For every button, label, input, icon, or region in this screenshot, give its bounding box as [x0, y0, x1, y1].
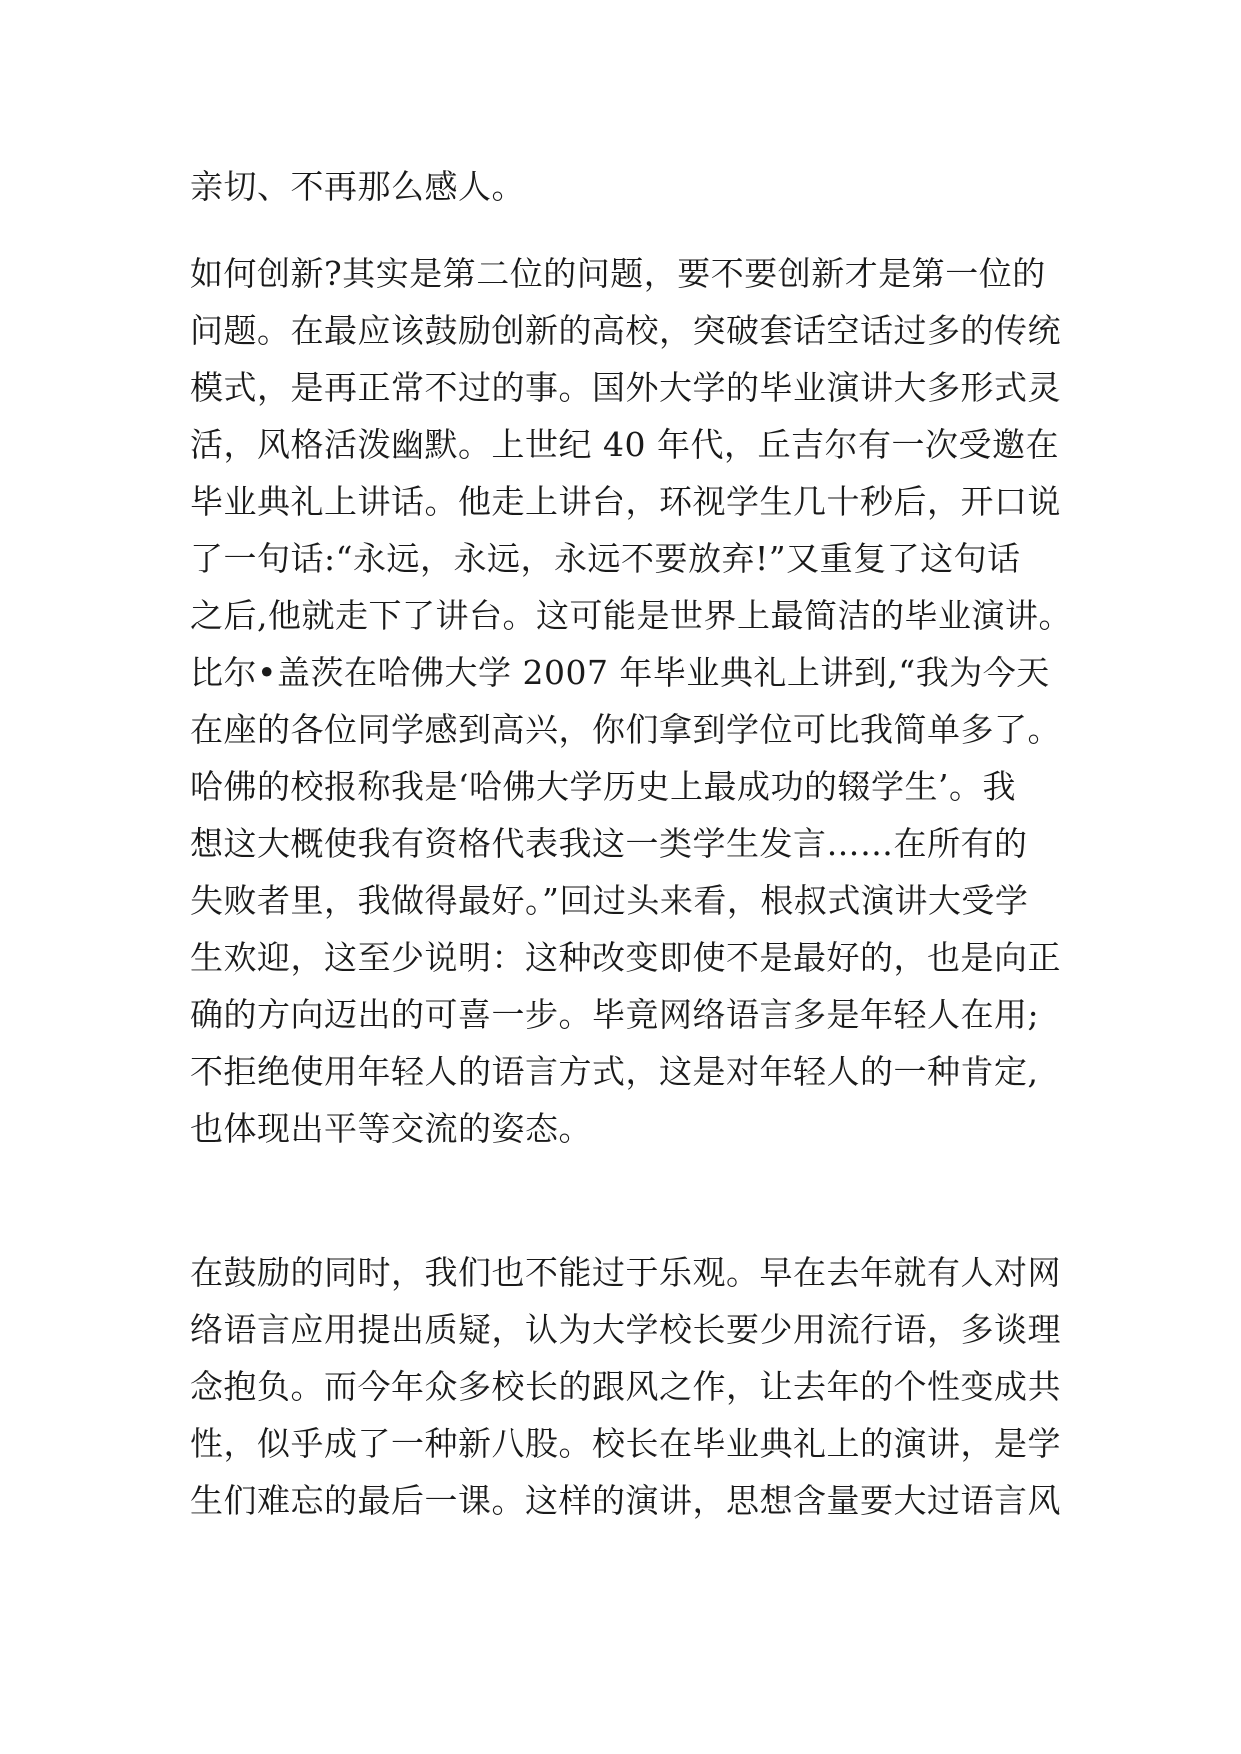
paragraph-2-line-3: 模式，是再正常不过的事。国外大学的毕业演讲大多形式灵: [190, 368, 1061, 407]
paragraph-2-line-4: 活，风格活泼幽默。上世纪 40 年代，丘吉尔有一次受邀在: [190, 425, 1059, 464]
paragraph-2-line-6: 了一句话:“永远，永远，永远不要放弃!”又重复了这句话: [190, 539, 1021, 578]
paragraph-3-line-1: 在鼓励的同时，我们也不能过于乐观。早在去年就有人对网: [190, 1253, 1061, 1292]
paragraph-2-line-16: 也体现出平等交流的姿态。: [190, 1109, 592, 1148]
paragraph-2-line-1: 如何创新?其实是第二位的问题，要不要创新才是第一位的: [190, 254, 1046, 293]
paragraph-2-line-2: 问题。在最应该鼓励创新的高校，突破套话空话过多的传统: [190, 311, 1061, 350]
paragraph-2-line-10: 哈佛的校报称我是‘哈佛大学历史上最成功的辍学生’。我: [190, 767, 1016, 806]
paragraph-3-line-4: 性，似乎成了一种新八股。校长在毕业典礼上的演讲，是学: [190, 1424, 1061, 1463]
paragraph-1-line-1: 亲切、不再那么感人。: [190, 167, 525, 206]
paragraph-2-line-11: 想这大概使我有资格代表我这一类学生发言……在所有的: [190, 824, 1028, 863]
paragraph-2-line-9: 在座的各位同学感到高兴，你们拿到学位可比我简单多了。: [190, 710, 1061, 749]
paragraph-2-line-14: 确的方向迈出的可喜一步。毕竟网络语言多是年轻人在用;: [190, 995, 1040, 1034]
paragraph-3-line-3: 念抱负。而今年众多校长的跟风之作，让去年的个性变成共: [190, 1367, 1061, 1406]
paragraph-2-line-13: 生欢迎，这至少说明：这种改变即使不是最好的，也是向正: [190, 938, 1061, 977]
paragraph-2-line-15: 不拒绝使用年轻人的语言方式，这是对年轻人的一种肯定,: [190, 1052, 1039, 1091]
paragraph-2-line-5: 毕业典礼上讲话。他走上讲台，环视学生几十秒后，开口说: [190, 482, 1061, 521]
paragraph-3-line-2: 络语言应用提出质疑，认为大学校长要少用流行语，多谈理: [190, 1310, 1061, 1349]
paragraph-2-line-8: 比尔•盖茨在哈佛大学 2007 年毕业典礼上讲到,“我为今天: [190, 653, 1050, 692]
paragraph-2-line-12: 失败者里，我做得最好。”回过头来看，根叔式演讲大受学: [190, 881, 1029, 920]
paragraph-2-line-7: 之后,他就走下了讲台。这可能是世界上最简洁的毕业演讲。: [190, 596, 1072, 635]
paragraph-3-line-5: 生们难忘的最后一课。这样的演讲，思想含量要大过语言风: [190, 1481, 1061, 1520]
